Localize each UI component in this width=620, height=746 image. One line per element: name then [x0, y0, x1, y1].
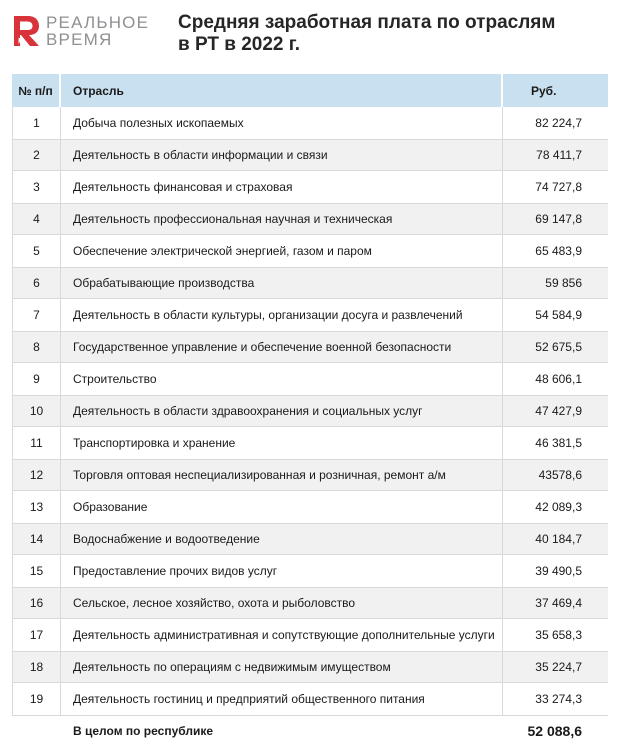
row-number: 5	[12, 235, 61, 268]
header-sector: Отрасль	[61, 74, 503, 107]
table-row	[12, 140, 608, 171]
table-row	[12, 107, 608, 140]
row-number: 18	[12, 652, 61, 683]
logo-mark-icon	[10, 14, 42, 48]
table-row	[12, 683, 608, 716]
total-number-cell	[12, 716, 61, 746]
row-sector: Деятельность в области здравоохранения и социальных услуг	[61, 396, 503, 427]
row-sector: Предоставление прочих видов услуг	[61, 555, 503, 588]
row-sector: Водоснабжение и водоотведение	[61, 524, 503, 555]
row-value: 42 089,3	[503, 491, 608, 524]
logo-line-2: ВРЕМЯ	[46, 30, 113, 49]
row-number: 9	[12, 363, 61, 396]
table-row	[12, 204, 608, 235]
row-number: 8	[12, 332, 61, 363]
row-value: 74 727,8	[503, 171, 608, 204]
row-number: 4	[12, 204, 61, 235]
row-sector: Обеспечение электрической энергией, газом и паром	[61, 235, 503, 268]
logo-wordmark	[46, 14, 149, 48]
table-row	[12, 299, 608, 332]
row-sector: Деятельность гостиниц и предприятий общественного питания	[61, 683, 503, 716]
row-sector: Образование	[61, 491, 503, 524]
row-sector: Деятельность по операциям с недвижимым имуществом	[61, 652, 503, 683]
row-number: 1	[12, 107, 61, 140]
row-sector: Обрабатывающие производства	[61, 268, 503, 299]
total-label: В целом по республике	[61, 716, 503, 746]
table-row	[12, 460, 608, 491]
table-row	[12, 619, 608, 652]
row-number: 16	[12, 588, 61, 619]
row-number: 6	[12, 268, 61, 299]
table-row	[12, 652, 608, 683]
row-number: 7	[12, 299, 61, 332]
row-value: 33 274,3	[503, 683, 608, 716]
row-value: 52 675,5	[503, 332, 608, 363]
row-sector: Сельское, лесное хозяйство, охота и рыболовство	[61, 588, 503, 619]
table-row	[12, 235, 608, 268]
header-value: Руб.	[503, 74, 608, 107]
total-value: 52 088,6	[503, 716, 608, 746]
header-number: № п/п	[12, 74, 61, 107]
row-number: 19	[12, 683, 61, 716]
row-value: 78 411,7	[503, 140, 608, 171]
row-number: 2	[12, 140, 61, 171]
table-row	[12, 555, 608, 588]
row-number: 11	[12, 427, 61, 460]
row-value: 39 490,5	[503, 555, 608, 588]
row-value: 65 483,9	[503, 235, 608, 268]
row-value: 35 658,3	[503, 619, 608, 652]
table-header-row	[12, 74, 608, 107]
table-row	[12, 332, 608, 363]
row-value: 46 381,5	[503, 427, 608, 460]
table-row	[12, 524, 608, 555]
salary-table	[12, 74, 608, 746]
table-row	[12, 268, 608, 299]
logo	[10, 14, 149, 48]
row-sector: Деятельность в области культуры, организации досуга и развлечений	[61, 299, 503, 332]
row-value: 35 224,7	[503, 652, 608, 683]
row-sector: Строительство	[61, 363, 503, 396]
table-row	[12, 396, 608, 427]
row-sector: Деятельность профессиональная научная и техническая	[61, 204, 503, 235]
logo-line-1: РЕАЛЬНОЕ	[46, 13, 150, 32]
row-value: 43578,6	[503, 460, 608, 491]
row-value: 47 427,9	[503, 396, 608, 427]
row-value: 82 224,7	[503, 107, 608, 140]
page-title: Средняя заработная плата по отраслям в РТ в 2022 г.	[178, 12, 556, 55]
row-number: 12	[12, 460, 61, 491]
row-value: 37 469,4	[503, 588, 608, 619]
row-value: 48 606,1	[503, 363, 608, 396]
row-sector: Деятельность в области информации и связи	[61, 140, 503, 171]
row-number: 15	[12, 555, 61, 588]
row-number: 17	[12, 619, 61, 652]
row-number: 3	[12, 171, 61, 204]
row-sector: Добыча полезных ископаемых	[61, 107, 503, 140]
row-sector: Торговля оптовая неспециализированная и розничная, ремонт а/м	[61, 460, 503, 491]
table-row	[12, 491, 608, 524]
table-row	[12, 427, 608, 460]
total-row	[12, 716, 608, 746]
row-sector: Транспортировка и хранение	[61, 427, 503, 460]
row-number: 13	[12, 491, 61, 524]
row-value: 69 147,8	[503, 204, 608, 235]
row-value: 54 584,9	[503, 299, 608, 332]
row-value: 40 184,7	[503, 524, 608, 555]
row-value: 59 856	[503, 268, 608, 299]
row-sector: Деятельность финансовая и страховая	[61, 171, 503, 204]
table-row	[12, 588, 608, 619]
row-number: 10	[12, 396, 61, 427]
row-number: 14	[12, 524, 61, 555]
row-sector: Деятельность административная и сопутствующие дополнительные услуги	[61, 619, 503, 652]
row-sector: Государственное управление и обеспечение военной безопасности	[61, 332, 503, 363]
table-row	[12, 363, 608, 396]
table-row	[12, 171, 608, 204]
